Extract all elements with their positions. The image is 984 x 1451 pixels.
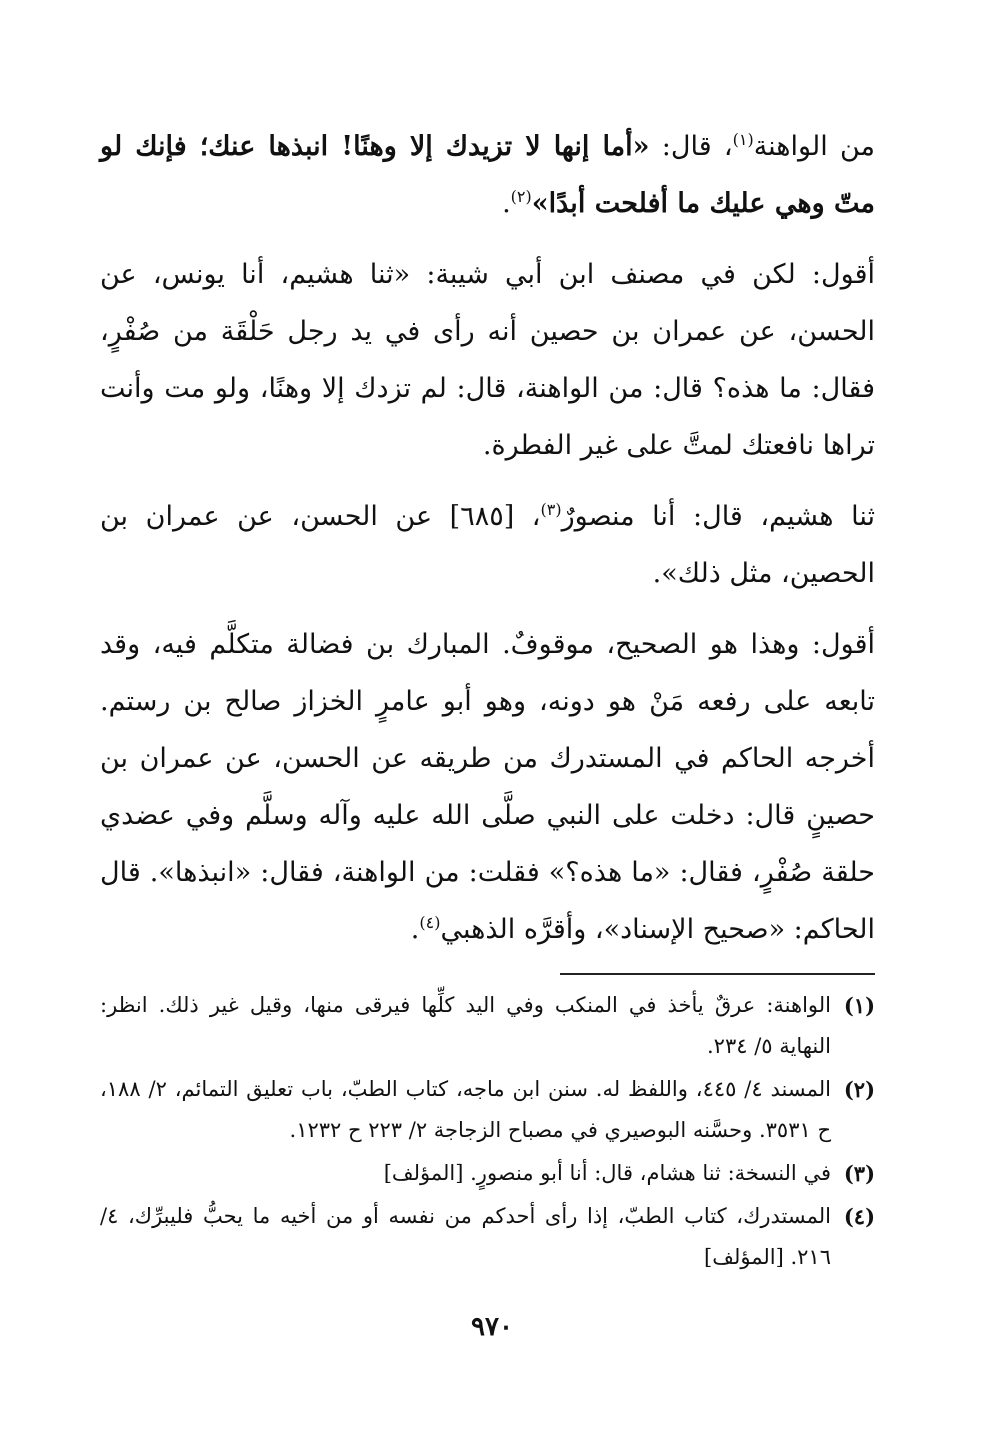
- footnote-ref-4: (٤): [419, 913, 441, 932]
- footnote-ref-2: (٢): [510, 187, 532, 206]
- paragraph-2: أقول: لكن في مصنف ابن أبي شيبة: «ثنا هشيم، أنا يونس، عن الحسن، عن عمران بن حصين أنه رأى في يد رجل حَلْقَة من صُفْرٍ، فقال: ما هذه؟ قال: من الواهنة، قال: لم تزدك إلا وهنًا، ولو مت وأنت تراها نافعتك لمتَّ على غير الفطرة.: [100, 259, 875, 461]
- footnote-ref-1: (١): [732, 130, 754, 149]
- footnote-divider: [560, 973, 875, 975]
- paragraph-4: [100, 616, 875, 958]
- hadith-quote: «أما إنها لا تزيدك إلا وهنًا! انبذها عنك؛ فإنك لو متّ وهي عليك ما أفلحت أبدًا»: [100, 131, 875, 219]
- paragraph-4-end: .: [410, 914, 420, 945]
- footnote-2: [100, 1069, 875, 1151]
- footnote-3: [100, 1153, 875, 1194]
- footnote-4: [100, 1196, 875, 1278]
- paragraph-4-text: أقول: وهذا هو الصحيح، موقوفٌ. المبارك بن فضالة متكلَّم فيه، وقد تابعه على رفعه مَنْ هو دونه، وهو أبو عامرٍ الخزاز صالح بن رستم. أخرجه الحاكم في المستدرك من طريقه عن الحسن، عن عمران بن حصينٍ قال: دخلت على النبي صلَّى الله عليه وآله وسلَّم وفي عضدي حلقة صُفْرٍ، فقال: «ما هذه؟» فقلت: من الواهنة، فقال: «انبذها». قال الحاكم: «صحيح الإسناد»، وأقرَّه الذهبي: [100, 629, 875, 945]
- footnote-text: في النسخة: ثنا هشام، قال: أنا أبو منصورٍ. [المؤلف]: [383, 1161, 831, 1185]
- paragraph-3-end: ، [٦٨٥] عن الحسن، عن عمران بن الحصين، مثل ذلك».: [100, 501, 875, 589]
- page-number: ٩٧٠: [471, 1312, 513, 1342]
- footnote-text: الواهنة: عرقٌ يأخذ في المنكب وفي اليد كلِّها فيرقى منها، وقيل غير ذلك. انظر: النهاية ٥/ ٢٣٤.: [100, 993, 831, 1058]
- paragraph-1: [100, 118, 875, 232]
- paragraph-3: [100, 488, 875, 602]
- footnotes: [100, 985, 875, 1280]
- main-text: [100, 118, 875, 958]
- paragraph-1-intro: من الواهنة: [753, 131, 875, 162]
- paragraph-1-mid: ، قال:: [649, 131, 733, 162]
- paragraph-1-end: .: [502, 188, 511, 219]
- footnote-number: (٤): [843, 1204, 875, 1229]
- footnote-number: (١): [843, 993, 875, 1018]
- footnote-text: المسند ٤/ ٤٤٥، واللفظ له. سنن ابن ماجه، كتاب الطبّ، باب تعليق التمائم، ٢/ ١٨٨، ح ٣٥٣١. وحسَّنه البوصيري في مصباح الزجاجة ٢/ ٢٢٣ ح ١٢٣٢.: [100, 1077, 831, 1142]
- footnote-text: المستدرك، كتاب الطبّ، إذا رأى أحدكم من نفسه أو من أخيه ما يحبُّ فليبرِّك، ٤/ ٢١٦. [المؤلف]: [100, 1204, 831, 1269]
- footnote-number: (٣): [843, 1161, 875, 1186]
- footnote-1: [100, 985, 875, 1067]
- paragraph-3-start: ثنا هشيم، قال: أنا منصورٌ: [561, 501, 875, 532]
- footnote-ref-3: (٣): [540, 500, 562, 519]
- footnote-number: (٢): [843, 1077, 875, 1102]
